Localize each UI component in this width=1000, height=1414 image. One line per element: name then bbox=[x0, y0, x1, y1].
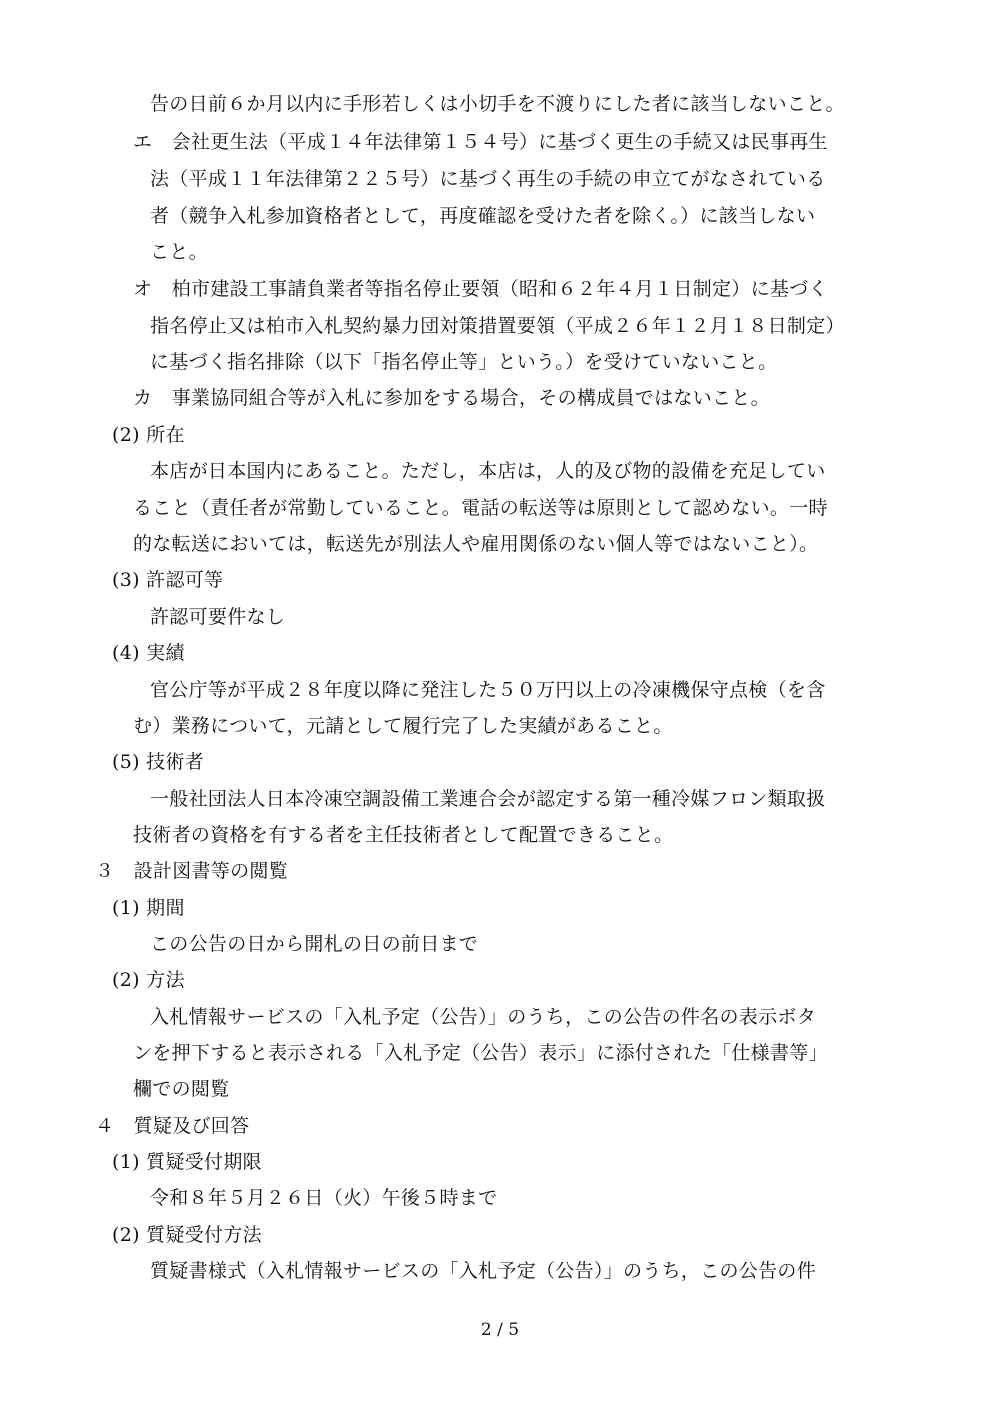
text-line: この公告の日から開札の日の前日まで bbox=[150, 933, 479, 955]
text-line: む）業務について，元請として履行完了した実績があること。 bbox=[133, 715, 673, 737]
text-line: 技術者の資格を有する者を主任技術者として配置できること。 bbox=[133, 824, 674, 846]
text-line: 官公庁等が平成２８年度以降に発注した５０万円以上の冷凍機保守点検（を含 bbox=[150, 679, 826, 701]
text-line: 法（平成１１年法律第２２５号）に基づく再生の手続の申立てがなされている bbox=[150, 168, 826, 190]
text-line: 一般社団法人日本冷凍空調設備工業連合会が認定する第一種冷媒フロン類取扱 bbox=[150, 788, 826, 810]
text-line: 許認可要件なし bbox=[150, 606, 286, 628]
text-line: エ 会社更生法（平成１４年法律第１５４号）に基づく更生の手続又は民事再生 bbox=[133, 131, 828, 153]
text-line: 者（競争入札参加資格者として，再度確認を受けた者を除く。）に該当しない bbox=[150, 205, 816, 227]
text-line: に基づく指名排除（以下「指名停止等」という。）を受けていないこと。 bbox=[150, 351, 778, 373]
text-line: ること（責任者が常勤していること。電話の転送等は原則として認めない。一時 bbox=[133, 497, 828, 519]
section-heading: ３ 設計図書等の閲覧 bbox=[95, 860, 289, 882]
text-line: 的な転送においては，転送先が別法人や雇用関係のない個人等ではないこと）。 bbox=[133, 533, 819, 555]
section-heading: (2) 所在 bbox=[112, 424, 185, 446]
text-line: 入札情報サービスの「入札予定（公告）」のうち，この公告の件名の表示ボタ bbox=[150, 1006, 817, 1028]
page-number: 2 / 5 bbox=[480, 1320, 520, 1340]
text-line: こと。 bbox=[150, 241, 208, 263]
text-line: 本店が日本国内にあること。ただし，本店は，人的及び物的設備を充足してい bbox=[150, 460, 826, 482]
text-line: 欄での閲覧 bbox=[133, 1078, 230, 1100]
section-heading: (1) 期間 bbox=[112, 897, 185, 919]
section-heading: (2) 質疑受付方法 bbox=[112, 1224, 262, 1246]
section-heading: (4) 実績 bbox=[112, 642, 185, 664]
section-heading: (1) 質疑受付期限 bbox=[112, 1151, 262, 1173]
text-line: 令和８年５月２６日（火）午後５時まで bbox=[150, 1187, 498, 1209]
text-line: カ 事業協同組合等が入札に参加をする場合，その構成員ではないこと。 bbox=[133, 387, 770, 409]
text-line: 指名停止又は柏市入札契約暴力団対策措置要領（平成２６年１２月１８日制定） bbox=[150, 315, 845, 337]
section-heading: ４ 質疑及び回答 bbox=[95, 1115, 250, 1137]
section-heading: (3) 許認可等 bbox=[112, 569, 224, 591]
text-line: ンを押下すると表示される「入札予定（公告）表示」に添付された「仕様書等」 bbox=[133, 1042, 828, 1064]
text-line: オ 柏市建設工事請負業者等指名停止要領（昭和６２年４月１日制定）に基づく bbox=[133, 278, 828, 300]
section-heading: (5) 技術者 bbox=[112, 751, 205, 773]
section-heading: (2) 方法 bbox=[112, 969, 185, 991]
text-line: 告の日前６か月以内に手形若しくは小切手を不渡りにした者に該当しないこと。 bbox=[150, 93, 845, 115]
text-line: 質疑書様式（入札情報サービスの「入札予定（公告）」のうち，この公告の件 bbox=[150, 1260, 817, 1282]
